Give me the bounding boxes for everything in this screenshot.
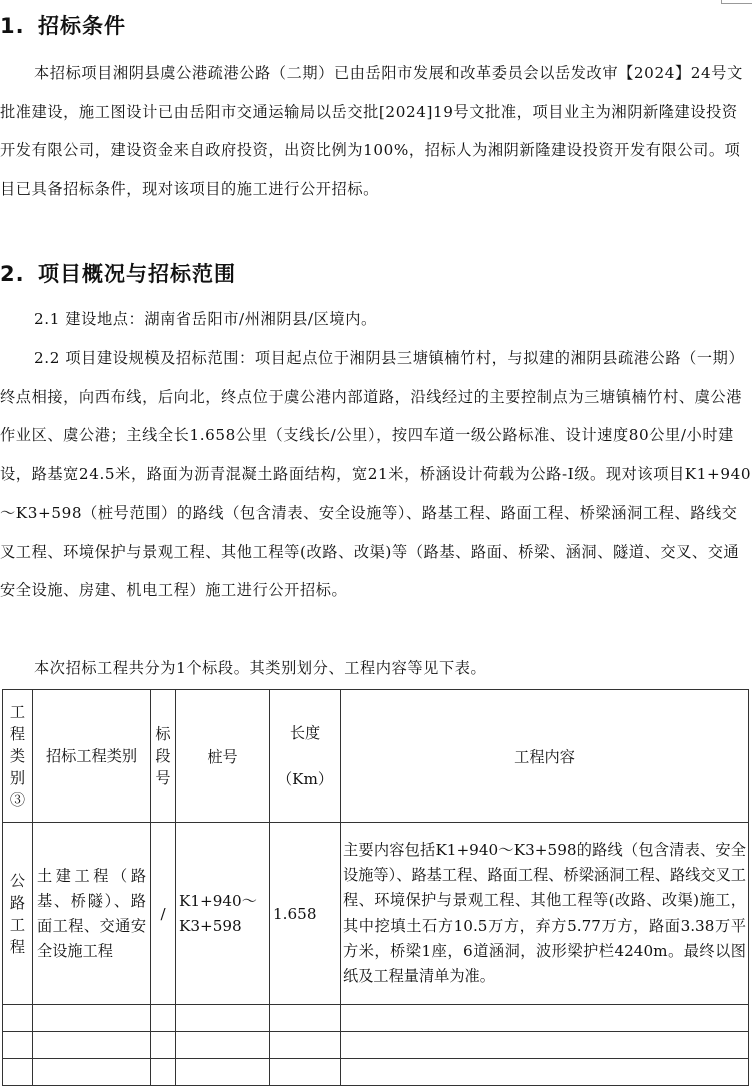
page-corner-mark — [721, 0, 752, 4]
cell-type: 土建工程（路基、桥隧）、路面工程、交通安全设施工程 — [33, 823, 151, 1005]
construction-scope-paragraph: 2.2 项目建设规模及招标范围：项目起点位于湘阴县三塘镇楠竹村，与拟建的湘阴县疏港公路（一期）终点相接，向西布线，后向北，终点位于虞公港内部道路，沿线经过的主要控制点为三塘镇楠竹村、虞公港作业区、虞公港；主线全长1.658公里（支线长/公里），按四车道一级公路标准、设计速度80公里/小时建设，路基宽24.5米，路面为沥青混凝土路面结构，宽21米，桥涵设计荷载为公路-Ⅰ级。现对该项目K1+940～K3+598（桩号范围）的路线（包含清表、安全设施等）、路基工程、路面工程、桥梁涵洞工程、路线交叉工程、环境保护与景观工程、其他工程等(改路、改渠)等（路基、路面、桥梁、涵洞、隧道、交叉、交通安全设施、房建、机电工程）施工进行公开招标。 — [0, 349, 752, 600]
section1-title: 招标条件 — [38, 14, 126, 38]
section2-heading — [0, 258, 236, 288]
header-category: 工程类别③ — [3, 690, 33, 823]
cell-length: 1.658 — [270, 823, 341, 1005]
section1-number: 1. — [0, 14, 25, 38]
table-row-empty — [3, 1005, 749, 1032]
header-stake: 桩号 — [176, 690, 270, 823]
table-row — [3, 823, 749, 1005]
section2-title: 项目概况与招标范围 — [38, 262, 236, 286]
header-type: 招标工程类别 — [33, 690, 151, 823]
section2-number: 2. — [0, 262, 25, 286]
header-length: 长度 （Km） — [270, 690, 341, 823]
bid-section-table — [2, 689, 749, 1086]
section-note-paragraph: 本次招标工程共分为1个标段。其类别划分、工程内容等见下表。 — [34, 659, 487, 677]
table-row-empty — [3, 1032, 749, 1059]
cell-category: 公路工程 — [3, 823, 33, 1005]
header-section: 标段号 — [151, 690, 176, 823]
header-content: 工程内容 — [341, 690, 749, 823]
cell-section: / — [151, 823, 176, 1005]
table-row-empty — [3, 1059, 749, 1086]
cell-content: 主要内容包括K1+940～K3+598的路线（包含清表、安全设施等）、路基工程、路面工程、桥梁涵洞工程、路线交叉工程、环境保护与景观工程、其他工程等(改路、改渠)施工，其中挖填土石方10.5万方，弃方5.77万方，路面3.38万平方米，桥梁1座，6道涵洞，波形梁护栏4240m。最终以图纸及工程量清单为准。 — [341, 823, 749, 1005]
table-header-row — [3, 690, 749, 823]
section1-paragraph: 本招标项目湘阴县虞公港疏港公路（二期）已由岳阳市发展和改革委员会以岳发改审【2024】24号文批准建设，施工图设计已由岳阳市交通运输局以岳交批[2024]19号文批准，项目业主为湘阴新隆建设投资开发有限公司，建设资金来自政府投资，出资比例为100%，招标人为湘阴新隆建设投资开发有限公司。项目已具备招标条件，现对该项目的施工进行公开招标。 — [0, 64, 743, 199]
section1-heading — [0, 10, 126, 40]
construction-location-paragraph: 2.1 建设地点：湖南省岳阳市/州湘阴县/区境内。 — [34, 310, 377, 328]
cell-stake: K1+940～K3+598 — [176, 823, 270, 1005]
